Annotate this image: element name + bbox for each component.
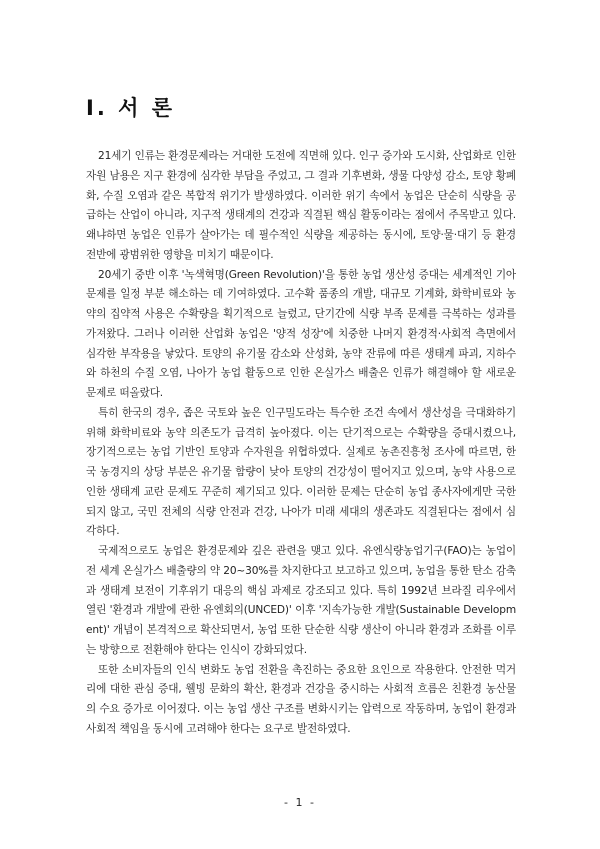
section-body [86, 147, 516, 740]
paragraph-1: 21세기 인류는 환경문제라는 거대한 도전에 직면해 있다. 인구 증가와 도시화, 산업화로 인한 자원 남용은 지구 환경에 심각한 부담을 주었고, 그 결과 기후변화, 생물 다양성 감소, 토양 황폐화, 수질 오염과 같은 복합적 위기가 발생하였다. 이러한 위기 속에서 농업은 단순히 식량을 공급하는 산업이 아니라, 지구적 생태계의 건강과 직결된 핵심 활동이라는 점에서 주목받고 있다. 왜냐하면 농업은 인류가 살아가는 데 필수적인 식량을 제공하는 동시에, 토양·물·대기 등 환경 전반에 광범위한 영향을 미치기 때문이다. [86, 150, 517, 261]
paragraph-3: 특히 한국의 경우, 좁은 국토와 높은 인구밀도라는 특수한 조건 속에서 생산성을 극대화하기 위해 화학비료와 농약 의존도가 급격히 높아졌다. 이는 단기적으로는 수확량을 증대시켰으나, 장기적으로는 농업 기반인 토양과 수자원을 위협하였다. 실제로 농촌진흥청 조사에 따르면, 한국 농경지의 상당 부분은 유기물 함량이 낮아 토양의 건강성이 떨어지고 있으며, 농약 사용으로 인한 생태계 교란 문제도 꾸준히 제기되고 있다. 이러한 문제는 단순히 농업 종사자에게만 국한되지 않고, 국민 전체의 식량 안전과 건강, 나아가 미래 세대의 생존과도 직결된다는 점에서 심각하다. [86, 406, 516, 538]
page-number: - 1 - [284, 796, 316, 809]
paragraph-2: 20세기 중반 이후 '녹색혁명(Green Revolution)'을 통한 농업 생산성 증대는 세계적인 기아 문제를 일정 부분 해소하는 데 기여하였다. 고수확 품종의 개발, 대규모 기계화, 화학비료와 농약의 집약적 사용은 수확량을 획기적으로 늘렸고, 단기간에 식량 부족 문제를 극복하는 성과를 가져왔다. 그러나 이러한 산업화 농업은 '양적 성장'에 치중한 나머지 환경적·사회적 측면에서 심각한 부작용을 낳았다. 토양의 유기물 감소와 산성화, 농약 잔류에 따른 생태계 파괴, 지하수와 하천의 수질 오염, 나아가 농업 활동으로 인한 온실가스 배출은 인류가 해결해야 할 새로운 문제로 떠올랐다. [86, 268, 516, 399]
paragraph-5: 또한 소비자들의 인식 변화도 농업 전환을 촉진하는 중요한 요인으로 작용한다. 안전한 먹거리에 대한 관심 증대, 웰빙 문화의 확산, 환경과 건강을 중시하는 사회적 흐름은 친환경 농산물의 수요 증가로 이어졌다. 이는 농업 생산 구조를 변화시키는 압력으로 작동하며, 농업이 환경과 사회적 책임을 동시에 고려해야 한다는 요구로 발전하였다. [86, 663, 516, 735]
paragraph-4: 국제적으로도 농업은 환경문제와 깊은 관련을 맺고 있다. 유엔식량농업기구(FAO)는 농업이 전 세계 온실가스 배출량의 약 20~30%를 차지한다고 보고하고 있으며, 농업을 통한 탄소 감축과 생태계 보전이 기후위기 대응의 핵심 과제로 강조되고 있다. 특히 1992년 브라질 리우에서 열린 '환경과 개발에 관한 유엔회의(UNCED)' 이후 '지속가능한 개발(Sustainable Development)' 개념이 본격적으로 확산되면서, 농업 또한 단순한 식량 생산이 아니라 환경과 조화를 이루는 방향으로 전환해야 한다는 인식이 강화되었다. [86, 545, 516, 656]
section-heading: Ⅰ. 서 론 [86, 96, 175, 120]
